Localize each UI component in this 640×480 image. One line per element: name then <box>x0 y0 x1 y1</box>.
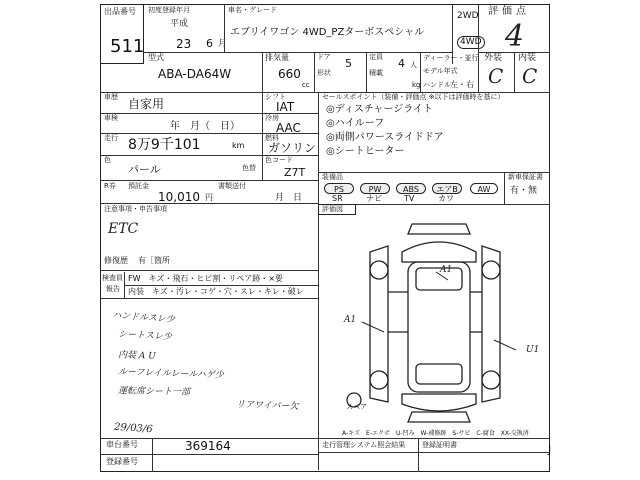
note-line-4: ルーフレイルレールハゲ少 <box>117 367 224 381</box>
rating-label: 評価点 <box>488 6 530 17</box>
color-label: 色 <box>104 156 111 164</box>
rating-value: 4 <box>505 19 525 54</box>
color-change-label: 色替 <box>242 164 256 172</box>
registration-label: 登録番号 <box>106 457 138 466</box>
divider <box>504 172 505 204</box>
doc-delivery-label: 書類送付 <box>218 182 246 190</box>
month-unit: 月 <box>218 39 228 49</box>
divider <box>100 113 318 114</box>
equip-aw: AW <box>470 183 498 194</box>
equip-leather: カワ <box>438 194 454 203</box>
ac-value: AAC <box>276 121 301 135</box>
lot-number: 511 <box>110 36 145 57</box>
car-grade-label: 車名・グレード <box>228 6 277 14</box>
sales-point-1: ◎ディスチャージライト <box>326 104 433 115</box>
chassis-value: 369164 <box>185 439 231 453</box>
damage-legend: A-キズ E-エクボ U-凹み W-補修跡 S-サビ C-腐食 XX-交換済 <box>342 430 529 437</box>
note-line-1: ハンドルスレ少 <box>111 310 176 326</box>
divider <box>144 52 452 53</box>
warranty-value: 有・無 <box>510 186 538 196</box>
usage-label: 車歴 <box>104 93 118 101</box>
load-unit: kg <box>412 81 421 89</box>
drive-2wd: 2WD <box>457 11 479 21</box>
equip-pw: PW <box>360 183 390 194</box>
shape-label: 形状 <box>317 69 331 77</box>
doors-label: ドア <box>317 53 331 61</box>
vehicle-condition-diagram <box>330 222 540 427</box>
page-mark: J <box>548 443 552 456</box>
divider <box>224 4 225 52</box>
recycle-label: R券 <box>104 182 116 190</box>
divider <box>100 454 318 455</box>
car-name: エブリイワゴン 4WD_PZターボスペシャル <box>230 27 425 38</box>
divider <box>100 203 318 204</box>
note-line-3: 内装 A U <box>117 350 156 362</box>
spare-label: スペア <box>346 403 367 411</box>
fuel-value: ガソリン <box>268 141 317 155</box>
displacement-label: 排気量 <box>265 53 289 62</box>
inspection-label: 車検 <box>104 114 118 122</box>
fuel-label: 燃料 <box>265 134 279 142</box>
damage-mark-line <box>494 340 516 350</box>
diagram-label: 評価図 <box>322 205 343 213</box>
divider <box>314 52 315 92</box>
inspector-signature: 29/03/6 <box>113 421 153 436</box>
right-front-wheel <box>482 261 500 279</box>
doors: 5 <box>345 57 352 70</box>
damage-a1-left: A1 <box>344 315 357 325</box>
diagram-label-box <box>318 204 356 215</box>
divider <box>318 92 319 470</box>
damage-a1-top: A1 <box>440 265 453 275</box>
registration-month: 6 <box>206 37 213 50</box>
lot-number-label: 出品番号 <box>104 7 136 16</box>
recycle-value: 10,010 <box>158 190 200 204</box>
recycle-unit: 円 <box>205 193 213 202</box>
load-label: 積載 <box>369 69 383 77</box>
displacement-unit: cc <box>302 81 310 89</box>
right-side-body <box>482 246 500 402</box>
equip-abs: ABS <box>396 183 426 194</box>
equip-tv: TV <box>404 194 415 203</box>
damage-u1-right: U1 <box>526 345 540 355</box>
divider <box>478 4 479 92</box>
notes-label: 注意事項・申告事項 <box>104 205 167 213</box>
equip-ps: PS <box>324 183 354 194</box>
left-front-wheel <box>370 261 388 279</box>
type-label: 型式 <box>148 53 164 62</box>
capacity: 4 <box>398 57 405 70</box>
handle-label: ハンドル <box>423 81 451 89</box>
divider <box>100 298 318 299</box>
mileage-unit: km <box>232 141 245 150</box>
right-rear-wheel <box>482 371 500 389</box>
inspector-label: 検査員 <box>102 274 123 282</box>
model-year-label: モデル年式 <box>423 67 458 75</box>
divider <box>366 52 367 92</box>
left-rear-wheel <box>370 371 388 389</box>
color-code-label: 色コード <box>265 156 293 164</box>
rear-window <box>416 364 462 384</box>
equipment-label: 装備品 <box>322 173 343 181</box>
divider <box>100 133 318 134</box>
era: 平成 <box>170 19 189 29</box>
model-code: ABA-DA64W <box>158 67 232 81</box>
sales-point-3: ◎両側パワースライドドア <box>326 132 444 143</box>
interior-grade: C <box>522 64 538 88</box>
odometer-check-label: 走行管理システム照会結果 <box>322 441 406 449</box>
equip-airbag: エアB <box>432 183 462 194</box>
hood-front <box>402 242 476 262</box>
etc-note: ETC <box>108 221 139 237</box>
divider <box>318 438 550 439</box>
divider <box>262 52 263 92</box>
divider <box>318 452 550 453</box>
divider <box>418 438 419 472</box>
divider <box>152 438 153 472</box>
divider <box>100 180 318 181</box>
exterior-label: 外装 <box>484 53 503 63</box>
front-view <box>408 224 470 234</box>
interior-defects-row: 内装 キズ・汚レ・コゲ・穴・スレ・キレ・破レ <box>128 287 304 296</box>
shift-label: シフト <box>265 93 286 101</box>
ac-label: 冷房 <box>265 114 279 122</box>
divider <box>514 52 515 92</box>
rear-bumper <box>402 394 476 411</box>
note-line-2: シートスレ少 <box>117 329 173 343</box>
rear-view <box>408 412 470 422</box>
sales-point-4: ◎シートヒーター <box>326 146 405 157</box>
repair-history-label: 修復歴 <box>104 256 128 265</box>
registration-year: 23 <box>176 37 192 51</box>
divider <box>420 52 421 92</box>
sales-point-2: ◎ハイルーフ <box>326 118 385 129</box>
equip-navi: ナビ <box>366 194 382 203</box>
divider <box>124 285 318 286</box>
color-value: パール <box>128 163 161 176</box>
handle-value: 左・右 <box>450 80 474 89</box>
roof-outline <box>408 262 470 392</box>
usage-value: 自家用 <box>128 97 165 111</box>
left-side-body <box>370 246 388 402</box>
note-line-5: 運転席シート一部 <box>117 386 191 398</box>
interior-label: 内装 <box>518 53 537 63</box>
chassis-label: 車台番号 <box>106 440 138 449</box>
divider <box>100 270 318 271</box>
windshield <box>416 265 462 290</box>
dealer-label: ディーラー・並行 <box>423 54 479 62</box>
doc-delivery-value: 月 日 <box>275 193 303 203</box>
exterior-grade: C <box>488 64 504 88</box>
capacity-label: 定員 <box>369 53 383 61</box>
repair-history-value: 有［箇所 <box>138 256 170 265</box>
equip-sr: SR <box>332 194 343 203</box>
divider <box>262 92 263 180</box>
damage-mark-line <box>362 322 384 332</box>
recycle-fee-label: 預託金 <box>128 182 149 190</box>
drive-4wd: 4WD <box>457 36 485 49</box>
mileage-value: 8万9千101 <box>128 137 201 153</box>
inspection-value: 年 月（ 日） <box>170 121 240 132</box>
inspector-report-label: 報告 <box>106 285 120 293</box>
new-car-warranty-label: 新車保証書 <box>508 173 543 181</box>
fw-row: FW キズ・飛石・ヒビ割・リペア跡・×要 <box>128 274 283 283</box>
color-code: Z7T <box>284 166 306 179</box>
mileage-label: 走行 <box>104 134 118 142</box>
displacement: 660 <box>278 67 301 81</box>
capacity-unit: 人 <box>410 61 417 69</box>
first-registration-label: 初度登録年月 <box>148 6 190 14</box>
note-line-6: リアワイパー欠 <box>235 399 299 413</box>
registration-doc-label: 登録証明書 <box>422 441 457 449</box>
shift-value: IAT <box>276 100 295 114</box>
sales-points-label: セールスポイント（装備・評価点 ※以下は評価時を基に） <box>322 93 505 101</box>
